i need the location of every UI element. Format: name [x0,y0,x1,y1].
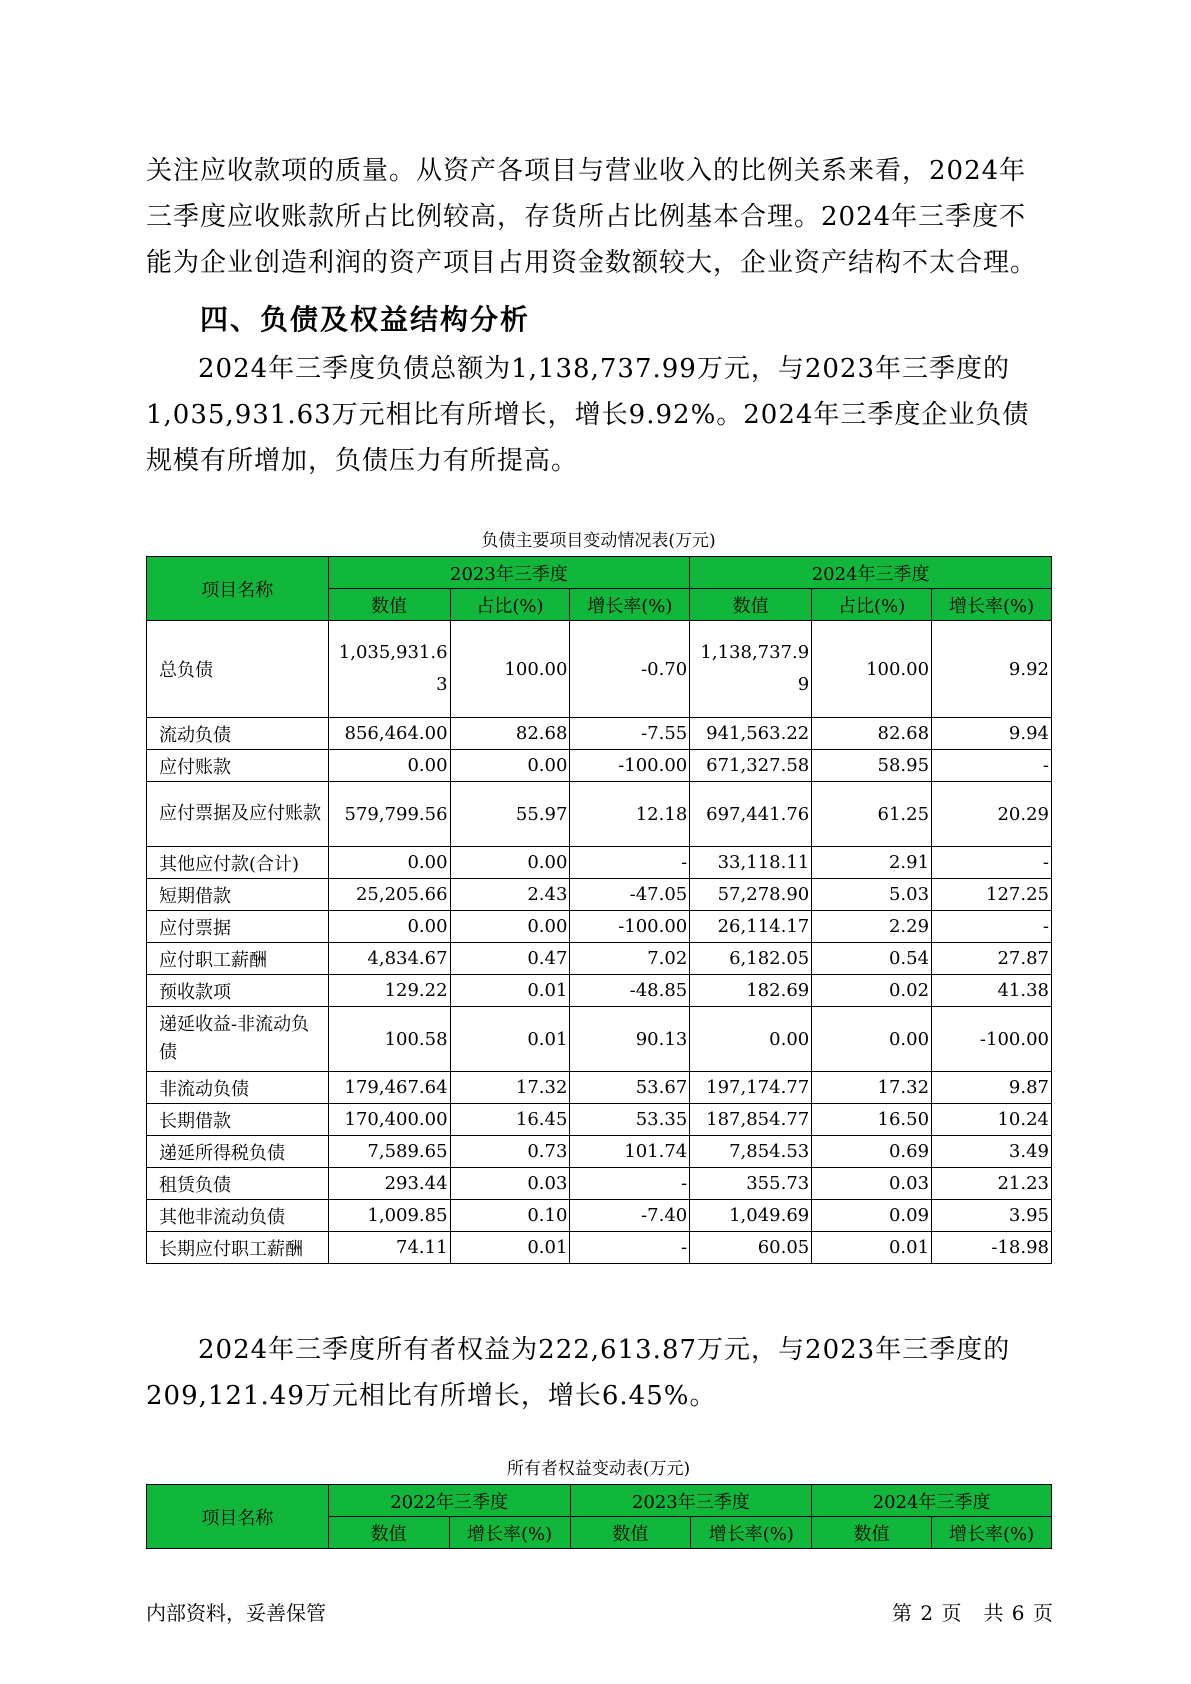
row-growth-2023: -100.00 [570,750,690,782]
row-value-2023: 293.44 [328,1168,450,1200]
row-growth-2023: -48.85 [570,975,690,1007]
row-share-2024: 0.00 [812,1007,932,1072]
row-share-2024: 100.00 [812,621,932,718]
row-share-2023: 0.01 [450,1007,570,1072]
row-share-2023: 100.00 [450,621,570,718]
row-name: 其他应付款(合计) [147,847,329,879]
row-value-2023: 179,467.64 [328,1072,450,1104]
row-value-2023: 74.11 [328,1232,450,1264]
row-name: 递延收益-非流动负债 [147,1007,329,1072]
header-item-name: 项目名称 [147,1485,329,1549]
row-share-2024: 61.25 [812,782,932,847]
row-growth-2024: 20.29 [932,782,1052,847]
row-growth-2024: 21.23 [932,1168,1052,1200]
row-growth-2024: - [932,847,1052,879]
row-value-2024: 6,182.05 [690,943,812,975]
row-value-2023: 1,035,931.63 [338,642,448,695]
row-share-2024: 0.02 [812,975,932,1007]
row-growth-2023: -7.55 [570,718,690,750]
table-row [147,1104,1052,1136]
row-value-2023: 1,009.85 [328,1200,450,1232]
header-value-2024: 数值 [812,1517,932,1549]
footer-confidential-note: 内部资料，妥善保管 [146,1601,326,1625]
header-growth-2024: 增长率(%) [932,589,1052,621]
row-growth-2023: -47.05 [570,879,690,911]
row-name: 长期应付职工薪酬 [147,1232,329,1264]
table-row [147,943,1052,975]
row-name: 递延所得税负债 [147,1136,329,1168]
row-value-2024: 57,278.90 [690,879,812,911]
row-share-2024: 82.68 [812,718,932,750]
header-period-2024: 2024年三季度 [690,557,1052,589]
row-value-2024: 671,327.58 [690,750,812,782]
table-row [147,782,1052,847]
row-growth-2024: 10.24 [932,1104,1052,1136]
row-growth-2024: 127.25 [932,879,1052,911]
row-share-2024: 17.32 [812,1072,932,1104]
row-name: 短期借款 [147,879,329,911]
row-value-2024: 26,114.17 [690,911,812,943]
paragraph-equity-summary: 2024年三季度所有者权益为222,613.87万元，与2023年三季度的209,121.49万元相比有所增长，增长6.45%。 [146,1335,1011,1411]
row-share-2024: 0.01 [812,1232,932,1264]
row-name: 总负债 [147,621,329,718]
row-growth-2024: 3.95 [932,1200,1052,1232]
row-growth-2024: - [932,750,1052,782]
row-value-2024: 0.00 [690,1007,812,1072]
liability-table [146,556,1052,1264]
row-name: 租赁负债 [147,1168,329,1200]
row-name: 其他非流动负债 [147,1200,329,1232]
row-share-2024: 2.29 [812,911,932,943]
row-share-2023: 17.32 [450,1072,570,1104]
row-growth-2023: 101.74 [570,1136,690,1168]
row-value-2023: 25,205.66 [328,879,450,911]
row-growth-2024: 9.94 [932,718,1052,750]
equity-table-caption: 所有者权益变动表(万元) [506,1459,691,1479]
row-share-2023: 0.01 [450,1232,570,1264]
table-row [147,718,1052,750]
row-value-2024: 33,118.11 [690,847,812,879]
table-row [147,621,1052,718]
header-share-2024: 占比(%) [812,589,932,621]
row-share-2023: 82.68 [450,718,570,750]
row-growth-2023: - [570,847,690,879]
row-growth-2023: - [570,1232,690,1264]
row-share-2023: 16.45 [450,1104,570,1136]
row-name: 非流动负债 [147,1072,329,1104]
row-growth-2024: 41.38 [932,975,1052,1007]
table-row [147,1136,1052,1168]
row-value-2024: 60.05 [690,1232,812,1264]
table-row [147,1232,1052,1264]
row-share-2024: 0.09 [812,1200,932,1232]
row-growth-2023: 53.35 [570,1104,690,1136]
table-row [147,1200,1052,1232]
row-name: 应付账款 [147,750,329,782]
row-value-2024: 187,854.77 [690,1104,812,1136]
table-row [147,1007,1052,1072]
footer-page-number: 第 2 页 共 6 页 [892,1601,1054,1625]
row-growth-2024: 27.87 [932,943,1052,975]
row-growth-2023: 7.02 [570,943,690,975]
row-value-2024: 941,563.22 [690,718,812,750]
row-name: 预收款项 [147,975,329,1007]
row-name: 流动负债 [147,718,329,750]
row-growth-2023: -0.70 [570,621,690,718]
row-growth-2024: -100.00 [932,1007,1052,1072]
header-period-2023: 2023年三季度 [570,1485,812,1517]
row-growth-2023: 12.18 [570,782,690,847]
row-value-2023: 129.22 [328,975,450,1007]
header-value-2023: 数值 [328,589,450,621]
row-value-2024: 355.73 [690,1168,812,1200]
row-growth-2024: 3.49 [932,1136,1052,1168]
table-row [147,911,1052,943]
header-value-2024: 数值 [690,589,812,621]
row-growth-2024: 9.92 [932,621,1052,718]
header-growth-2024: 增长率(%) [932,1517,1052,1549]
row-share-2024: 58.95 [812,750,932,782]
row-value-2024: 182.69 [690,975,812,1007]
row-growth-2023: 90.13 [570,1007,690,1072]
section-heading: 四、负债及权益结构分析 [200,303,531,336]
table-row [147,847,1052,879]
row-share-2023: 0.47 [450,943,570,975]
row-value-2023: 7,589.65 [328,1136,450,1168]
header-growth-2023: 增长率(%) [691,1517,812,1549]
row-value-2023: 0.00 [328,847,450,879]
table-row [147,750,1052,782]
header-period-2022: 2022年三季度 [328,1485,570,1517]
row-name: 长期借款 [147,1104,329,1136]
equity-table [146,1484,1052,1549]
row-growth-2023: -7.40 [570,1200,690,1232]
row-growth-2024: - [932,911,1052,943]
liability-table-caption: 负债主要项目变动情况表(万元) [481,531,716,551]
row-value-2023: 0.00 [328,750,450,782]
header-period-2024: 2024年三季度 [812,1485,1052,1517]
row-share-2023: 0.00 [450,847,570,879]
row-growth-2024: -18.98 [932,1232,1052,1264]
row-share-2024: 0.69 [812,1136,932,1168]
row-share-2024: 0.54 [812,943,932,975]
row-value-2023: 4,834.67 [328,943,450,975]
row-value-2024: 1,138,737.99 [700,642,810,695]
row-share-2023: 55.97 [450,782,570,847]
row-share-2024: 16.50 [812,1104,932,1136]
row-growth-2023: 53.67 [570,1072,690,1104]
row-name: 应付票据及应付账款 [147,782,329,847]
row-share-2023: 0.73 [450,1136,570,1168]
header-item-name: 项目名称 [147,557,329,621]
row-growth-2024: 9.87 [932,1072,1052,1104]
row-value-2024: 697,441.76 [690,782,812,847]
row-growth-2023: -100.00 [570,911,690,943]
row-name: 应付票据 [147,911,329,943]
row-share-2024: 2.91 [812,847,932,879]
table-row [147,1072,1052,1104]
row-name: 应付职工薪酬 [147,943,329,975]
header-value-2022: 数值 [328,1517,449,1549]
header-share-2023: 占比(%) [450,589,570,621]
row-share-2023: 0.00 [450,750,570,782]
row-share-2024: 0.03 [812,1168,932,1200]
table-row [147,1168,1052,1200]
row-share-2023: 0.03 [450,1168,570,1200]
row-share-2023: 0.10 [450,1200,570,1232]
table-row [147,975,1052,1007]
row-value-2023: 100.58 [328,1007,450,1072]
row-value-2023: 579,799.56 [328,782,450,847]
header-growth-2022: 增长率(%) [449,1517,570,1549]
row-share-2023: 0.01 [450,975,570,1007]
row-value-2023: 170,400.00 [328,1104,450,1136]
row-share-2023: 2.43 [450,879,570,911]
row-share-2023: 0.00 [450,911,570,943]
row-value-2023: 0.00 [328,911,450,943]
header-period-2023: 2023年三季度 [328,557,690,589]
paragraph-asset-quality: 关注应收款项的质量。从资产各项目与营业收入的比例关系来看，2024年三季度应收账款所占比例较高，存货所占比例基本合理。2024年三季度不能为企业创造利润的资产项目占用资金数额较大，企业资产结构不太合理。 [146,156,1038,278]
row-growth-2023: - [570,1168,690,1200]
row-value-2024: 7,854.53 [690,1136,812,1168]
row-value-2024: 1,049.69 [690,1200,812,1232]
row-value-2023: 856,464.00 [328,718,450,750]
row-value-2024: 197,174.77 [690,1072,812,1104]
row-share-2024: 5.03 [812,879,932,911]
header-value-2023: 数值 [570,1517,691,1549]
header-growth-2023: 增长率(%) [570,589,690,621]
paragraph-liability-summary: 2024年三季度负债总额为1,138,737.99万元，与2023年三季度的1,035,931.63万元相比有所增长，增长9.92%。2024年三季度企业负债规模有所增加，负债压力有所提高。 [146,354,1030,476]
table-row [147,879,1052,911]
